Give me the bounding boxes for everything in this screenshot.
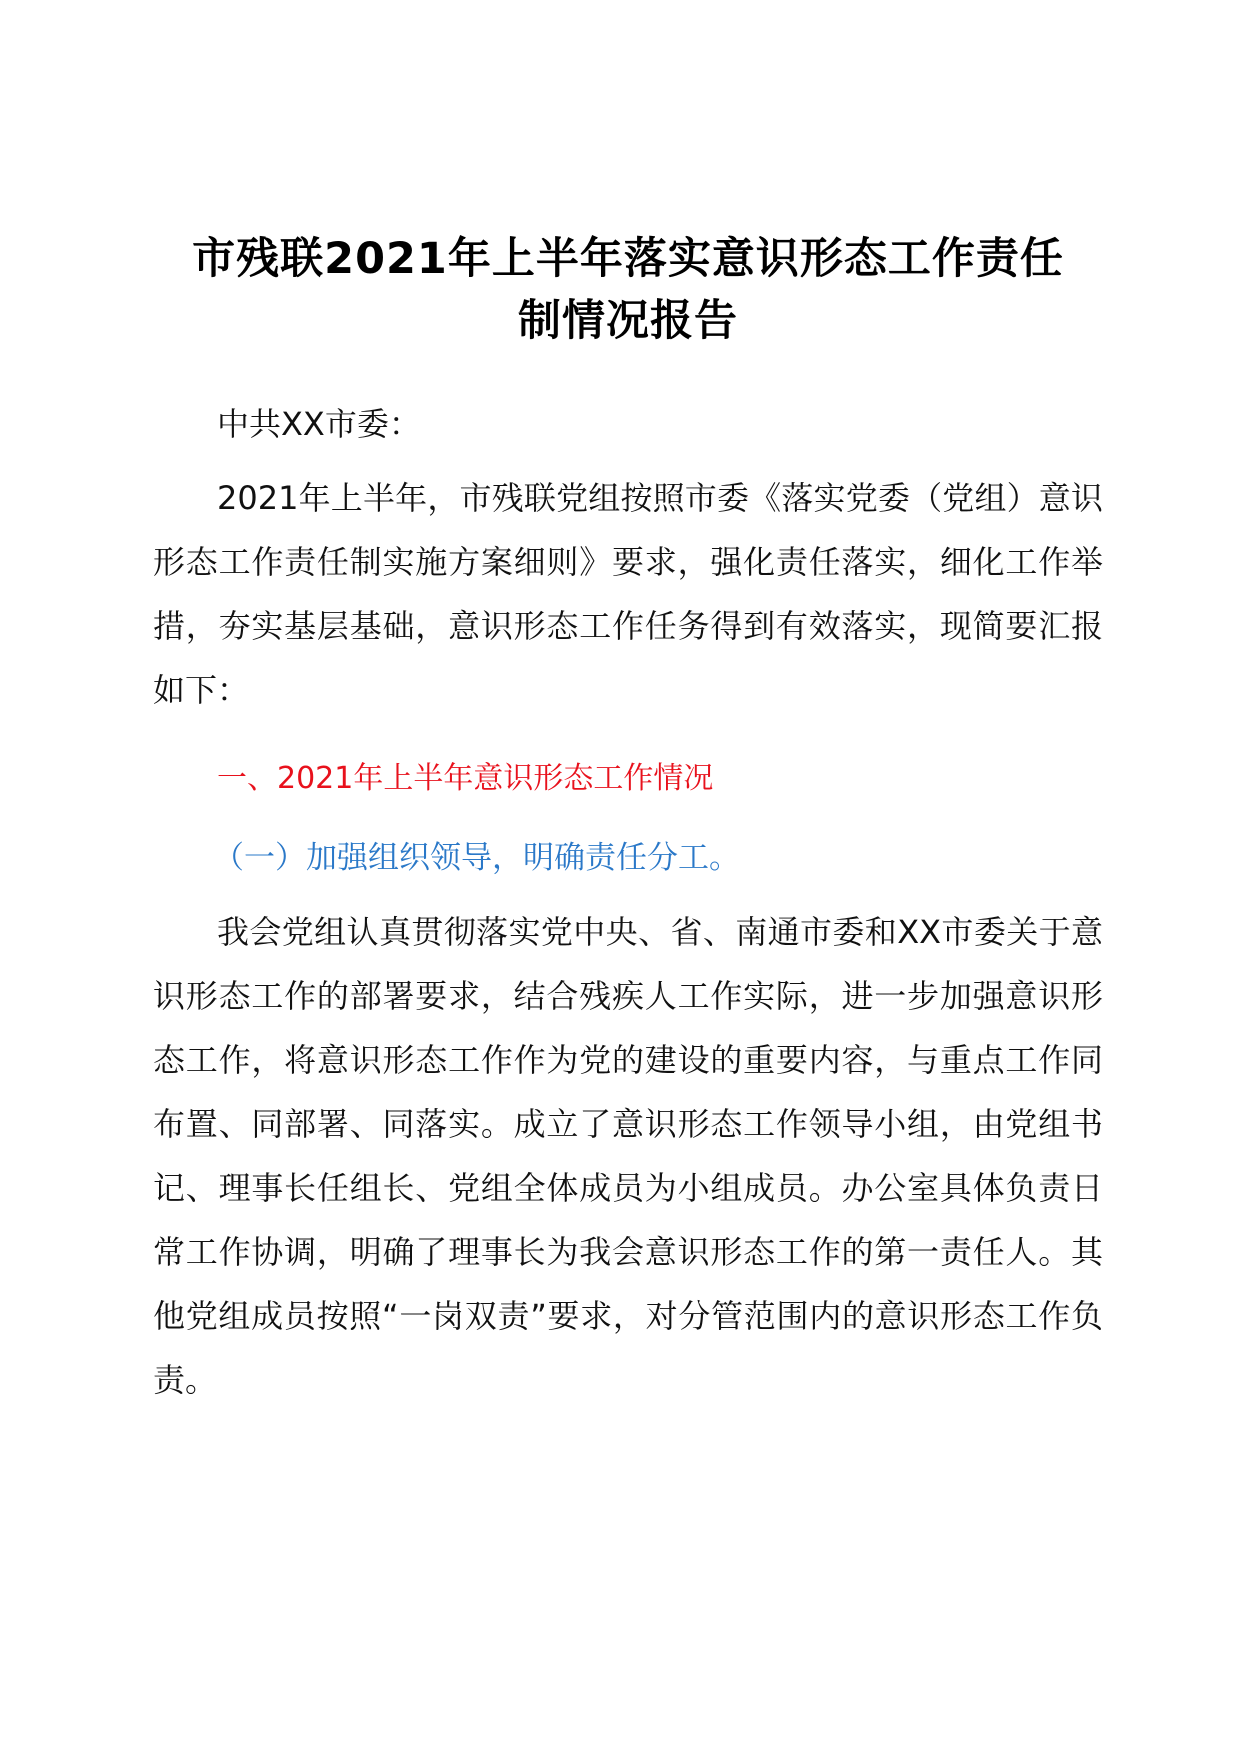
document-content — [153, 228, 1103, 1412]
salutation: 中共XX市委： — [217, 405, 421, 443]
title-line-1: 市残联2021年上半年落实意识形态工作责任 — [192, 234, 1064, 284]
title-line-2: 制情况报告 — [518, 296, 738, 346]
intro-paragraph: 2021年上半年，市残联党组按照市委《落实党委（党组）意识形态工作责任制实施方案细则》要求，强化责任落实，细化工作举措，夯实基层基础，意识形态工作任务得到有效落实，现简要汇报如下： — [153, 479, 1103, 709]
body-paragraph-1: 我会党组认真贯彻落实党中央、省、南通市委和XX市委关于意识形态工作的部署要求，结合残疾人工作实际，进一步加强意识形态工作，将意识形态工作作为党的建设的重要内容，与重点工作同布置、同部署、同落实。成立了意识形态工作领导小组，由党组书记、理事长任组长、党组全体成员为小组成员。办公室具体负责日常工作协调，明确了理事长为我会意识形态工作的第一责任人。其他党组成员按照“一岗双责”要求，对分管范围内的意识形态工作负责。 — [153, 913, 1103, 1399]
subsection-heading-1: （一）加强组织领导，明确责任分工。 — [213, 840, 740, 876]
section-heading-1: 一、2021年上半年意识形态工作情况 — [217, 761, 714, 796]
document-title — [153, 228, 1103, 352]
